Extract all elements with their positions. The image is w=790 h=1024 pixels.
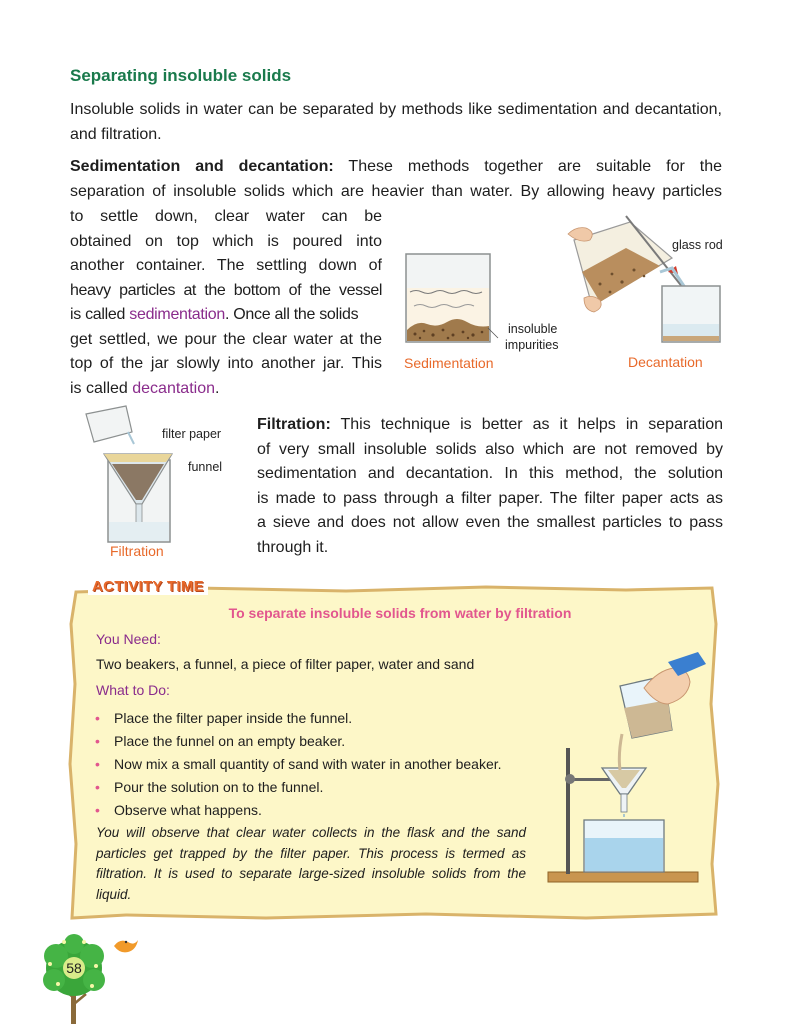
- list-item: [95, 707, 535, 730]
- called-prefix: is called: [70, 306, 130, 323]
- filtration-line-1: [257, 413, 723, 438]
- list-item: [95, 753, 535, 776]
- wrap-line-4: heavy particles at the bottom of the vessel: [70, 281, 382, 299]
- filtration-line-2: of very small insoluble solids also which are not removed by: [257, 440, 723, 458]
- sedimentation-line-2: separation of insoluble solids which are heavier than water. By allowing heavy particles: [70, 183, 722, 200]
- funnel-label: funnel: [188, 460, 223, 474]
- sedimentation-line-1-text: These methods together are suitable for the: [333, 158, 723, 175]
- sedimentation-term-highlight: sedimentation: [129, 306, 225, 323]
- sedimentation-jar-illustration: [400, 248, 500, 348]
- wrap-line-7: top of the jar slowly into another jar. This: [70, 355, 382, 372]
- filtration-line-1-text: This technique is better as it helps in separation: [330, 416, 723, 433]
- step-text: Place the filter paper inside the funnel.: [114, 710, 353, 726]
- filtration-line-3: sedimentation and decantation. In this method, the solution: [257, 465, 723, 482]
- bullet-icon: •: [95, 779, 100, 795]
- filtration-term: Filtration:: [257, 416, 331, 433]
- filtration-paragraph: [257, 413, 723, 560]
- filtration-apparatus-illustration: [540, 652, 712, 890]
- intro-paragraph: Insoluble solids in water can be separated by methods like sedimentation and decantation, and filtration.: [70, 101, 722, 143]
- decantation-caption: Decantation: [628, 354, 703, 370]
- wrap-line-2: obtained on top which is poured into: [70, 232, 382, 250]
- step-text: Place the funnel on an empty beaker.: [114, 733, 346, 749]
- impurities-label: impurities: [505, 338, 559, 352]
- insoluble-label: insoluble: [508, 322, 558, 336]
- decantation-illustration: [560, 212, 730, 352]
- wrap-line-5: [70, 303, 382, 328]
- tree-page-number-decoration: [40, 934, 140, 1024]
- you-need-label: You Need:: [96, 631, 161, 647]
- wrap-line-8: [70, 377, 382, 402]
- observation-text: You will observe that clear water collects in the flask and the sand particles get trapped by the filter paper. This process is termed as filtration. It is used to separate large-sized insoluble solids from the liquid.: [96, 825, 526, 902]
- filtration-illustration: [80, 404, 190, 544]
- glass-rod-label: glass rod: [672, 238, 723, 252]
- step-text: Pour the solution on to the funnel.: [114, 779, 324, 795]
- bullet-icon: •: [95, 710, 100, 726]
- list-item: [95, 730, 535, 753]
- section-heading: Separating insoluble solids: [70, 66, 292, 85]
- called2-suffix: .: [214, 379, 220, 397]
- wrap-line-6: get settled, we pour the clear water at the: [70, 330, 382, 348]
- decantation-term-highlight: decantation: [132, 379, 215, 397]
- activity-time-badge: ACTIVITY TIME: [88, 578, 208, 595]
- you-need-text: Two beakers, a funnel, a piece of filter paper, water and sand: [96, 656, 475, 672]
- page-number: 58: [66, 960, 82, 976]
- filtration-line-6: through it.: [257, 538, 329, 556]
- steps-list: [95, 707, 535, 822]
- activity-title: To separate insoluble solids from water by filtration: [228, 605, 572, 621]
- step-text: Observe what happens.: [114, 802, 262, 818]
- filtration-caption: Filtration: [110, 543, 164, 559]
- bullet-icon: •: [95, 802, 100, 818]
- filter-paper-label: filter paper: [162, 427, 222, 441]
- sedimentation-column: [70, 205, 382, 401]
- sedimentation-line-1: [70, 155, 722, 180]
- filtration-line-5: a sieve and does not allow even the smallest particles to pass: [257, 514, 723, 531]
- what-to-do-label: What to Do:: [96, 682, 170, 698]
- bullet-icon: •: [95, 733, 100, 749]
- step-text: Now mix a small quantity of sand with water in another beaker.: [114, 756, 502, 772]
- called2-prefix: is called: [70, 379, 133, 397]
- wrap-line-3: another container. The settling down of: [70, 257, 382, 274]
- list-item: [95, 799, 535, 822]
- sedimentation-term: Sedimentation and decantation:: [70, 158, 334, 175]
- called-suffix: . Once all the solids: [224, 306, 359, 323]
- wrap-line-1: to settle down, clear water can be: [70, 208, 382, 225]
- sedimentation-caption: Sedimentation: [404, 355, 494, 371]
- bullet-icon: •: [95, 756, 100, 772]
- filtration-line-4: is made to pass through a filter paper. The filter paper acts as: [257, 489, 723, 507]
- list-item: [95, 776, 535, 799]
